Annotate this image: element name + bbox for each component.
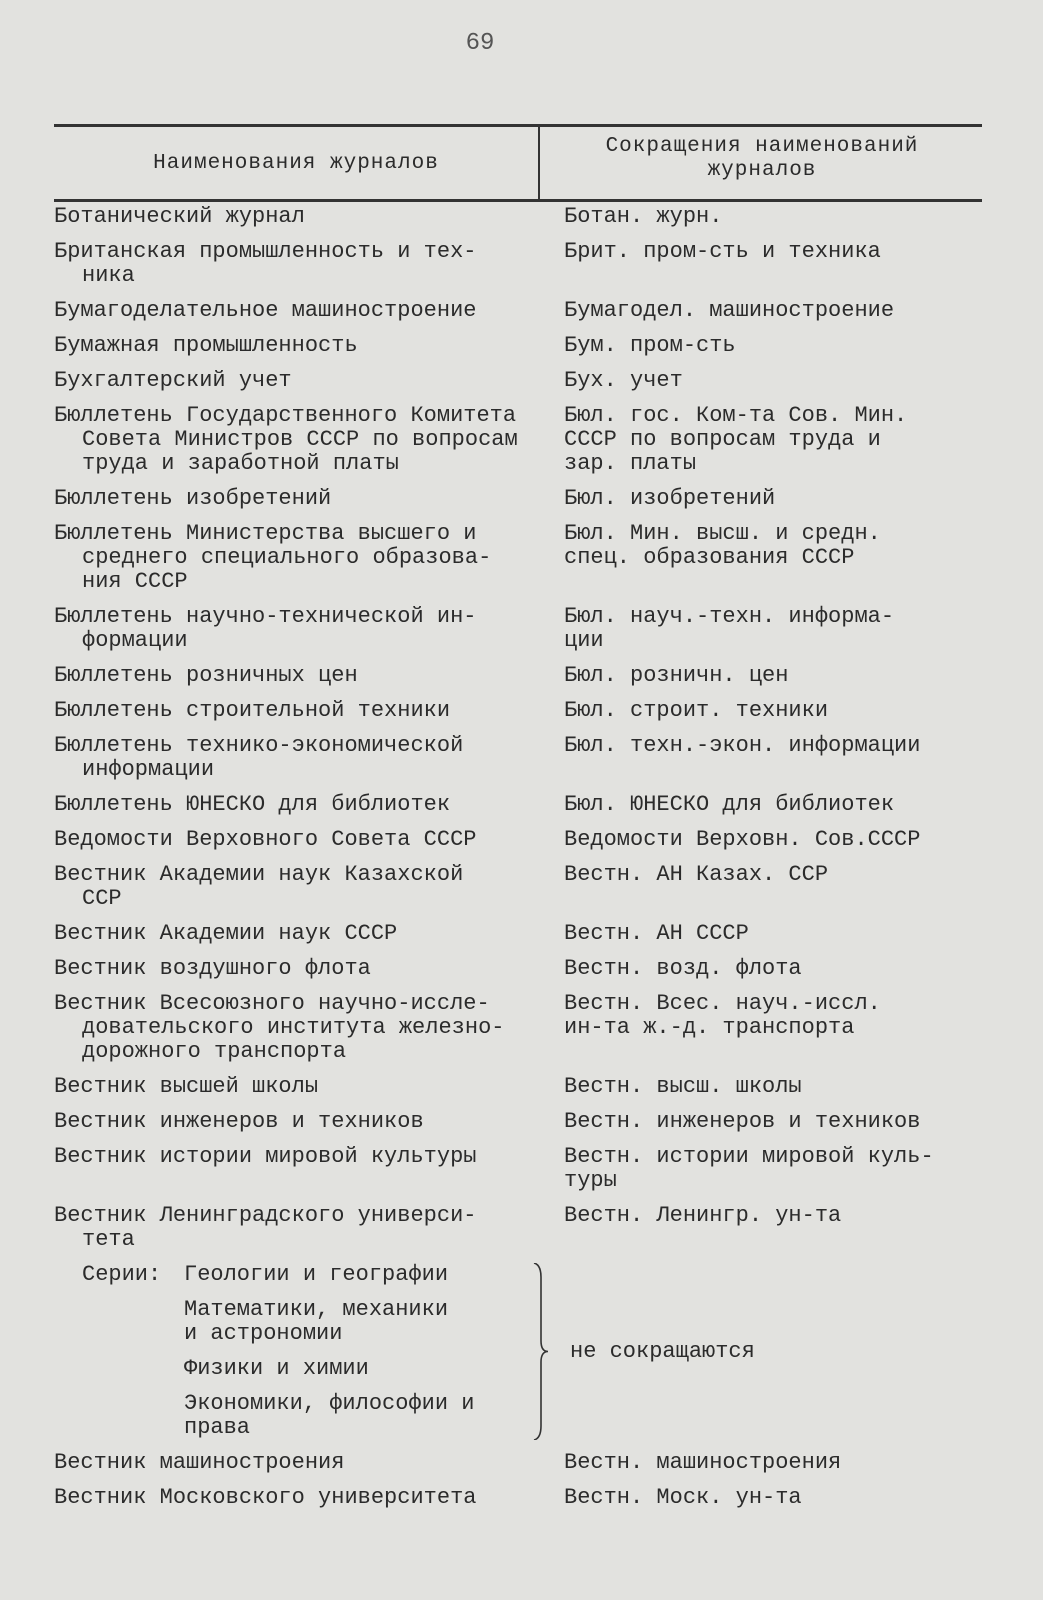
- journal-name-line: ния СССР: [82, 569, 188, 594]
- journal-name: [54, 699, 564, 723]
- journal-abbreviation: [564, 664, 974, 688]
- journal-name: [54, 205, 564, 229]
- journal-name-line: Вестник Ленинградского универси-: [54, 1203, 477, 1228]
- series-item: [54, 1357, 564, 1392]
- journal-abbreviation-line: Бюл. розничн. цен: [564, 663, 789, 688]
- journal-name-line: Вестник Академии наук СССР: [54, 921, 398, 946]
- journal-abbreviation-line: СССР по вопросам труда и: [564, 427, 881, 452]
- journal-abbreviation-line: зар. платы: [564, 451, 697, 476]
- journal-abbreviation: [564, 1145, 974, 1193]
- table-row: [54, 240, 984, 299]
- journal-abbreviation-line: Бюл. гос. Ком-та Сов. Мин.: [564, 403, 908, 428]
- header-divider: [538, 127, 540, 199]
- table-row: [54, 957, 984, 992]
- journal-abbreviation: [564, 793, 974, 817]
- journal-abbreviation-line: спец. образования СССР: [564, 545, 855, 570]
- journal-name: [54, 922, 564, 946]
- journal-abbreviation: [564, 863, 974, 911]
- journal-abbreviation-line: Вестн. инженеров и техников: [564, 1109, 921, 1134]
- journal-name-line: Бюллетень ЮНЕСКО для библиотек: [54, 792, 451, 817]
- journal-name-line: Вестник инженеров и техников: [54, 1109, 424, 1134]
- journal-name-line: Бюллетень розничных цен: [54, 663, 358, 688]
- table-row: [54, 334, 984, 369]
- journal-name-line: Бюллетень технико-экономической: [54, 733, 464, 758]
- journal-abbreviation-line: Бюл. ЮНЕСКО для библиотек: [564, 792, 895, 817]
- series-label: Серии:: [82, 1262, 162, 1287]
- journal-name-line: Бумагоделательное машиностроение: [54, 298, 477, 323]
- series-name-line: Математики, механики: [184, 1297, 449, 1322]
- journal-abbreviation: [564, 1486, 974, 1510]
- journal-abbreviation-line: Ведомости Верховн. Сов.СССР: [564, 827, 921, 852]
- journal-abbreviation: [564, 205, 974, 229]
- journal-name-line: ССР: [82, 886, 122, 911]
- journal-name-line: Бюллетень изобретений: [54, 486, 332, 511]
- journal-abbreviation: [564, 404, 974, 476]
- journal-name-line: ника: [82, 263, 135, 288]
- journal-name: [54, 734, 564, 782]
- journal-name-line: Бумажная промышленность: [54, 333, 358, 358]
- journal-name-line: Вестник машиностроения: [54, 1450, 345, 1475]
- journal-abbreviation: [564, 1110, 974, 1134]
- journal-abbreviation: [564, 734, 974, 782]
- journal-abbreviation-line: Бюл. техн.-экон. информации: [564, 733, 921, 758]
- journal-name: [54, 1075, 564, 1099]
- journal-abbreviation-line: ин-та ж.-д. транспорта: [564, 1015, 855, 1040]
- journal-name-line: Вестник Московского университета: [54, 1485, 477, 1510]
- journal-name-line: Вестник истории мировой культуры: [54, 1144, 477, 1169]
- journal-name: [54, 957, 564, 981]
- table-row: [54, 605, 984, 664]
- journal-name: [54, 334, 564, 358]
- journal-abbreviation: [564, 957, 974, 981]
- journal-abbreviation-line: Вестн. Ленингр. ун-та: [564, 1203, 842, 1228]
- header-abbr-line: Сокращения наименований: [605, 135, 919, 158]
- journal-name-line: Ботанический журнал: [54, 204, 305, 229]
- journal-name: [54, 1145, 564, 1193]
- journal-name: [54, 1451, 564, 1475]
- journal-name-line: Вестник Академии наук Казахской: [54, 862, 464, 887]
- journal-name: [54, 828, 564, 852]
- journal-name-line: труда и заработной платы: [82, 451, 399, 476]
- journal-name-line: среднего специального образова-: [82, 545, 492, 570]
- journal-abbreviation-line: Вестн. Всес. науч.-иссл.: [564, 991, 881, 1016]
- table-row: [54, 205, 984, 240]
- journal-name-line: тета: [82, 1227, 135, 1252]
- journal-name-line: Бюллетень научно-технической ин-: [54, 604, 477, 629]
- journal-abbreviation-line: туры: [564, 1168, 617, 1193]
- header-journal-names: Наименования журналов: [153, 151, 439, 175]
- journal-name-line: Бюллетень строительной техники: [54, 698, 451, 723]
- journal-name-line: Британская промышленность и тех-: [54, 239, 477, 264]
- journal-name-line: дорожного транспорта: [82, 1039, 347, 1064]
- series-name-line: права: [184, 1415, 251, 1440]
- table-row: [54, 734, 984, 793]
- table-row: [54, 1145, 984, 1204]
- journal-abbreviation-line: Бум. пром-сть: [564, 333, 736, 358]
- journal-name: [54, 1110, 564, 1134]
- journal-name: [54, 664, 564, 688]
- series-note: не сокращаются: [570, 1338, 755, 1364]
- curly-brace: [532, 1263, 550, 1440]
- journal-name: [54, 1204, 564, 1252]
- journal-name: [54, 369, 564, 393]
- series-name: [184, 1263, 564, 1287]
- journal-abbreviation: [564, 605, 974, 653]
- journal-abbreviation-line: Вестн. АН СССР: [564, 921, 749, 946]
- table-header: [54, 124, 982, 202]
- table-row: [54, 404, 984, 487]
- journal-abbreviation-line: Вестн. Моск. ун-та: [564, 1485, 802, 1510]
- table-row: [54, 1451, 984, 1486]
- table-row: [54, 1204, 984, 1263]
- journal-abbreviation-line: Бюл. Мин. высш. и средн.: [564, 521, 881, 546]
- journal-abbreviation: [564, 487, 974, 511]
- journal-name-line: Ведомости Верховного Совета СССР: [54, 827, 477, 852]
- series-item: [54, 1263, 564, 1298]
- journal-abbreviation: [564, 828, 974, 852]
- journal-abbreviation-line: Бюл. изобретений: [564, 486, 776, 511]
- series-label: [54, 1298, 184, 1346]
- journal-abbreviation: [564, 1075, 974, 1099]
- table-row: [54, 793, 984, 828]
- journal-abbreviation: [564, 299, 974, 323]
- journal-abbreviation-line: Бюл. строит. техники: [564, 698, 829, 723]
- header-abbreviations: [542, 135, 982, 191]
- series-label: [54, 1392, 184, 1440]
- journal-name-line: Вестник Всесоюзного научно-иссле-: [54, 991, 490, 1016]
- journal-name-line: Совета Министров СССР по вопросам: [82, 427, 518, 452]
- journal-abbreviation: [564, 369, 974, 393]
- header-abbr-line: журналов: [707, 159, 817, 182]
- journal-name-line: Бюллетень Министерства высшего и: [54, 521, 477, 546]
- journal-name-line: Вестник воздушного флота: [54, 956, 371, 981]
- series-name-line: Физики и химии: [184, 1356, 369, 1381]
- journal-abbreviation: [564, 334, 974, 358]
- table-row: [54, 664, 984, 699]
- journal-abbreviation: [564, 522, 974, 594]
- table-row: [54, 487, 984, 522]
- page-number: 69: [465, 30, 495, 57]
- journal-name: [54, 605, 564, 653]
- journal-abbreviation-line: Вестн. АН Казах. ССР: [564, 862, 829, 887]
- journal-abbreviation-line: Вестн. истории мировой куль-: [564, 1144, 934, 1169]
- series-label: [54, 1357, 184, 1381]
- journal-abbreviation: [564, 1204, 974, 1252]
- series-group: [54, 1263, 984, 1451]
- journal-name: [54, 992, 564, 1064]
- journal-name: [54, 404, 564, 476]
- journal-name: [54, 1486, 564, 1510]
- journal-abbreviation-line: Бумагодел. машиностроение: [564, 298, 895, 323]
- series-name-line: и астрономии: [184, 1321, 343, 1346]
- journal-table: [54, 205, 984, 1521]
- journal-abbreviation-line: ции: [564, 628, 604, 653]
- series-name: [184, 1357, 564, 1381]
- series-name-line: Экономики, философии и: [184, 1391, 475, 1416]
- journal-abbreviation: [564, 922, 974, 946]
- series-name-line: Геологии и географии: [184, 1262, 449, 1287]
- series-name: [184, 1392, 564, 1440]
- journal-name: [54, 299, 564, 323]
- table-row: [54, 299, 984, 334]
- journal-name: [54, 793, 564, 817]
- journal-name-line: Бухгалтерский учет: [54, 368, 292, 393]
- series-item: [54, 1392, 564, 1440]
- table-row: [54, 863, 984, 922]
- journal-abbreviation-line: Ботан. журн.: [564, 204, 723, 229]
- journal-abbreviation-line: Брит. пром-сть и техника: [564, 239, 881, 264]
- table-row: [54, 828, 984, 863]
- table-row: [54, 369, 984, 404]
- table-row: [54, 1486, 984, 1521]
- journal-abbreviation-line: Вестн. машиностроения: [564, 1450, 842, 1475]
- journal-abbreviation: [564, 240, 974, 288]
- journal-abbreviation: [564, 699, 974, 723]
- journal-name-line: Вестник высшей школы: [54, 1074, 319, 1099]
- journal-name: [54, 487, 564, 511]
- table-row: [54, 699, 984, 734]
- journal-abbreviation: [564, 992, 974, 1064]
- journal-name: [54, 522, 564, 594]
- journal-abbreviation-line: Вестн. высш. школы: [564, 1074, 802, 1099]
- table-row: [54, 922, 984, 957]
- series-item: [54, 1298, 564, 1357]
- journal-name-line: довательского института железно-: [82, 1015, 505, 1040]
- journal-name: [54, 863, 564, 911]
- journal-name-line: информации: [82, 757, 215, 782]
- journal-abbreviation-line: Бюл. науч.-техн. информа-: [564, 604, 895, 629]
- series-name: [184, 1298, 564, 1346]
- table-row: [54, 992, 984, 1075]
- table-row: [54, 1075, 984, 1110]
- journal-abbreviation: [564, 1451, 974, 1475]
- table-row: [54, 522, 984, 605]
- journal-name: [54, 240, 564, 288]
- journal-name-line: формации: [82, 628, 188, 653]
- journal-name-line: Бюллетень Государственного Комитета: [54, 403, 517, 428]
- journal-abbreviation-line: Вестн. возд. флота: [564, 956, 802, 981]
- table-row: [54, 1110, 984, 1145]
- journal-abbreviation-line: Бух. учет: [564, 368, 683, 393]
